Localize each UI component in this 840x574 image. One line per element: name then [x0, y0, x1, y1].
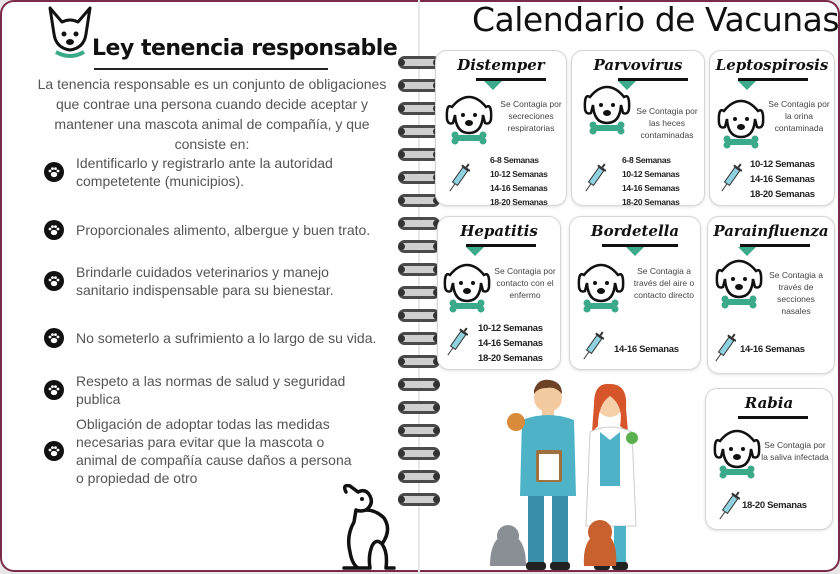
schedule-item: 18-20 Semanas: [622, 197, 680, 207]
binding-ring: [396, 354, 442, 370]
vaccine-schedule: [622, 153, 680, 209]
binding-ring: [396, 377, 442, 393]
paw-icon: [44, 162, 64, 182]
paw-icon: [44, 220, 64, 240]
vaccine-description: Se Contagia por contacto con el enfermo: [494, 266, 556, 300]
vaccine-schedule: [750, 157, 815, 202]
requirement-text: Identificarlo y registrarlo ante la autoridad competetente (municipios).: [76, 155, 333, 189]
left-page: [0, 0, 418, 572]
paw-icon: [44, 271, 64, 291]
vaccine-description: Se Contagia por las heces contaminadas: [636, 106, 698, 140]
list-item: [44, 415, 354, 487]
schedule-item: 6-8 Semanas: [622, 155, 671, 165]
list-item: [44, 372, 384, 408]
requirement-text: Respeto a las normas de salud y seguridad publica: [76, 373, 346, 407]
vaccine-name: Hepatitis: [460, 222, 538, 240]
list-item: [44, 220, 384, 240]
schedule-item: 14-16 Semanas: [750, 174, 815, 185]
vaccine-card: [435, 50, 567, 206]
dog-head-icon: [710, 427, 764, 479]
requirement-text: Obligación de adoptar todas las medidas necesarias para evitar que la mascota o animal de compañía cause daños a persona o propiedad de otro: [76, 416, 352, 486]
schedule-item: 6-8 Semanas: [490, 155, 539, 165]
binding-ring: [396, 469, 442, 485]
dog-head-icon: [442, 93, 496, 145]
requirement-text: Proporcionales alimento, albergue y buen trato.: [76, 222, 371, 238]
schedule-item: 14-16 Semanas: [614, 344, 679, 355]
requirement-text: No someterlo a sufrimiento a lo largo de su vida.: [76, 330, 377, 346]
dog-head-icon: [714, 97, 768, 149]
syringe-icon: [584, 161, 606, 195]
binding-ring: [396, 446, 442, 462]
dog-head-icon: [440, 261, 494, 313]
vaccine-name: Parainfluenza: [713, 222, 829, 240]
vaccine-schedule: [742, 499, 807, 513]
arrow-icon: [738, 247, 756, 256]
list-item: [44, 328, 384, 348]
schedule-item: 14-16 Semanas: [740, 344, 805, 355]
title-bar: [738, 416, 808, 419]
vaccine-description: Se Contagia por la orina contaminada: [768, 99, 830, 133]
vaccine-description: Se Contagia por secreciones respiratorias: [500, 99, 562, 133]
binding-ring: [396, 239, 442, 255]
requirement-text: Brindarle cuidados veterinarios y manejo sanitario indispensable para su bienestar.: [76, 264, 334, 298]
syringe-icon: [714, 331, 736, 365]
arrow-icon: [626, 247, 644, 256]
vaccine-schedule: [614, 343, 679, 357]
vaccine-card: [571, 50, 705, 206]
syringe-icon: [718, 489, 740, 523]
schedule-item: 10-12 Semanas: [622, 169, 680, 179]
syringe-icon: [582, 329, 604, 363]
list-item: [44, 154, 384, 190]
vaccine-card: [705, 388, 833, 530]
page-title: Ley tenencia responsable: [92, 36, 398, 61]
schedule-item: 10-12 Semanas: [478, 323, 543, 334]
paw-icon: [44, 380, 64, 400]
vaccine-description: Se Contagia a través del aire o contacto directo: [633, 266, 695, 300]
veterinarians-illustration: [486, 376, 646, 572]
vaccine-card: [709, 50, 835, 206]
paw-icon: [44, 328, 64, 348]
paw-icon: [44, 441, 64, 461]
syringe-icon: [448, 161, 470, 195]
vaccine-description: Se Contagia a través de secciones nasales: [769, 270, 823, 316]
binding-ring: [396, 400, 442, 416]
schedule-item: 18-20 Semanas: [750, 189, 815, 200]
arrow-icon: [738, 81, 756, 90]
arrow-icon: [484, 81, 502, 90]
vaccine-name: Distemper: [457, 56, 545, 74]
arrow-icon: [466, 247, 484, 256]
binding-ring: [396, 216, 442, 232]
schedule-item: 14-16 Semanas: [478, 338, 543, 349]
title-underline: [94, 68, 328, 70]
schedule-item: 18-20 Semanas: [478, 353, 543, 364]
schedule-item: 14-16 Semanas: [490, 183, 548, 193]
vaccine-card: [569, 216, 701, 370]
intro-paragraph: La tenencia responsable es un conjunto de obligaciones que contrae una persona cuando decide aceptar y mantener una mascota animal de compañía, y que consiste en:: [37, 76, 387, 152]
vaccine-schedule: [740, 343, 805, 357]
vaccine-card: [707, 216, 835, 374]
vaccine-description: Se Contagia por la saliva infectada: [761, 440, 829, 462]
vaccine-name: Bordetella: [590, 222, 680, 240]
list-item: [44, 263, 384, 299]
binding-ring: [396, 285, 442, 301]
binding-ring: [396, 331, 442, 347]
schedule-item: 10-12 Semanas: [750, 159, 815, 170]
dog-logo-icon: [42, 4, 96, 64]
schedule-item: 10-12 Semanas: [490, 169, 548, 179]
schedule-item: 14-16 Semanas: [622, 183, 680, 193]
vaccine-card: [437, 216, 561, 370]
syringe-icon: [446, 325, 468, 359]
vaccine-name: Parvovirus: [593, 56, 683, 74]
vaccine-name: Rabia: [744, 394, 794, 412]
sitting-dog-icon: [336, 482, 404, 574]
dog-head-icon: [574, 261, 628, 313]
vaccine-name: Leptospirosis: [715, 56, 829, 74]
vaccine-schedule: [478, 321, 543, 366]
syringe-icon: [720, 161, 742, 195]
binding-ring: [396, 308, 442, 324]
vaccine-schedule: [490, 153, 548, 209]
dog-head-icon: [580, 83, 634, 135]
schedule-item: 18-20 Semanas: [490, 197, 548, 207]
binding-ring: [396, 492, 442, 508]
binding-ring: [396, 262, 442, 278]
calendar-title: Calendario de Vacunas: [472, 0, 840, 39]
binding-ring: [396, 423, 442, 439]
dog-head-icon: [712, 257, 766, 309]
schedule-item: 18-20 Semanas: [742, 500, 807, 511]
